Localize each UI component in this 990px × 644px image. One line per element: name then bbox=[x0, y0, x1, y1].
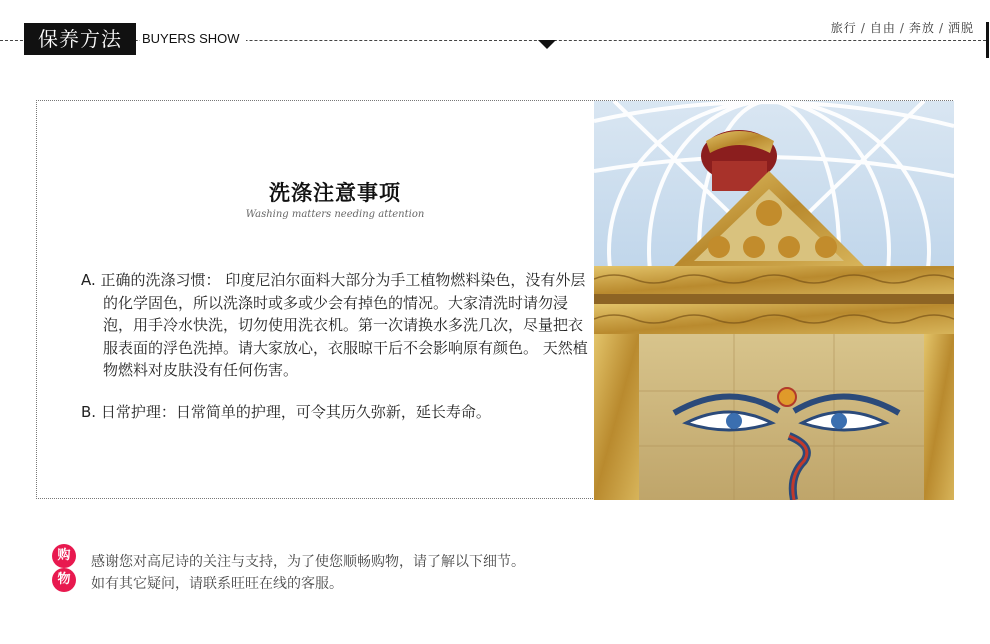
shopping-badge-top: 购 bbox=[52, 544, 76, 568]
footer-notice: 感谢您对高尼诗的关注与支持，为了使您顺畅购物，请了解以下细节。 bbox=[91, 554, 525, 570]
footer-contact-notice: 如有其它疑问，请联系旺旺在线的客服。 bbox=[91, 576, 343, 592]
header-pointer bbox=[538, 40, 556, 49]
tagline-separator: / bbox=[938, 21, 944, 35]
stupa-photo bbox=[594, 101, 954, 500]
tagline-word: 旅行 bbox=[830, 21, 857, 35]
panel-subtitle: Washing matters needing attention bbox=[245, 209, 425, 220]
tagline-separator: / bbox=[860, 21, 866, 35]
care-instructions-panel bbox=[36, 100, 953, 499]
item-text: 正确的洗涤习惯： 印度尼泊尔面料大部分为手工植物燃料染色，没有外层的化学固色，所以洗涤时或多或少会有掉色的情况。大家清洗时请勿浸泡，用手冷水快洗，切勿使用洗衣机。第一次请换水多洗几次，尽量把衣服表面的浮色洗掉。请大家放心，衣服晾干后不会影响原有颜色。 天然植物燃料对皮肤没有任何伤害。 bbox=[100, 271, 588, 379]
section-tag: 保养方法 bbox=[24, 23, 136, 55]
shopping-badge-bottom: 物 bbox=[52, 568, 76, 592]
panel-title: 洗涤注意事项 bbox=[269, 181, 401, 205]
section-subtitle: BUYERS SHOW bbox=[140, 31, 246, 47]
instruction-item-a bbox=[81, 269, 593, 382]
tagline-separator: / bbox=[899, 21, 905, 35]
item-text: 日常护理：日常简单的护理，可令其历久弥新，延长寿命。 bbox=[100, 403, 491, 421]
item-label: B. bbox=[81, 403, 97, 421]
brand-tagline bbox=[831, 19, 974, 36]
item-label: A. bbox=[81, 271, 96, 289]
instruction-item-b bbox=[81, 401, 571, 424]
header-end-bar bbox=[986, 22, 989, 58]
tagline-word: 自由 bbox=[869, 21, 896, 35]
tagline-word: 洒脱 bbox=[947, 21, 974, 35]
tagline-word: 奔放 bbox=[908, 21, 935, 35]
